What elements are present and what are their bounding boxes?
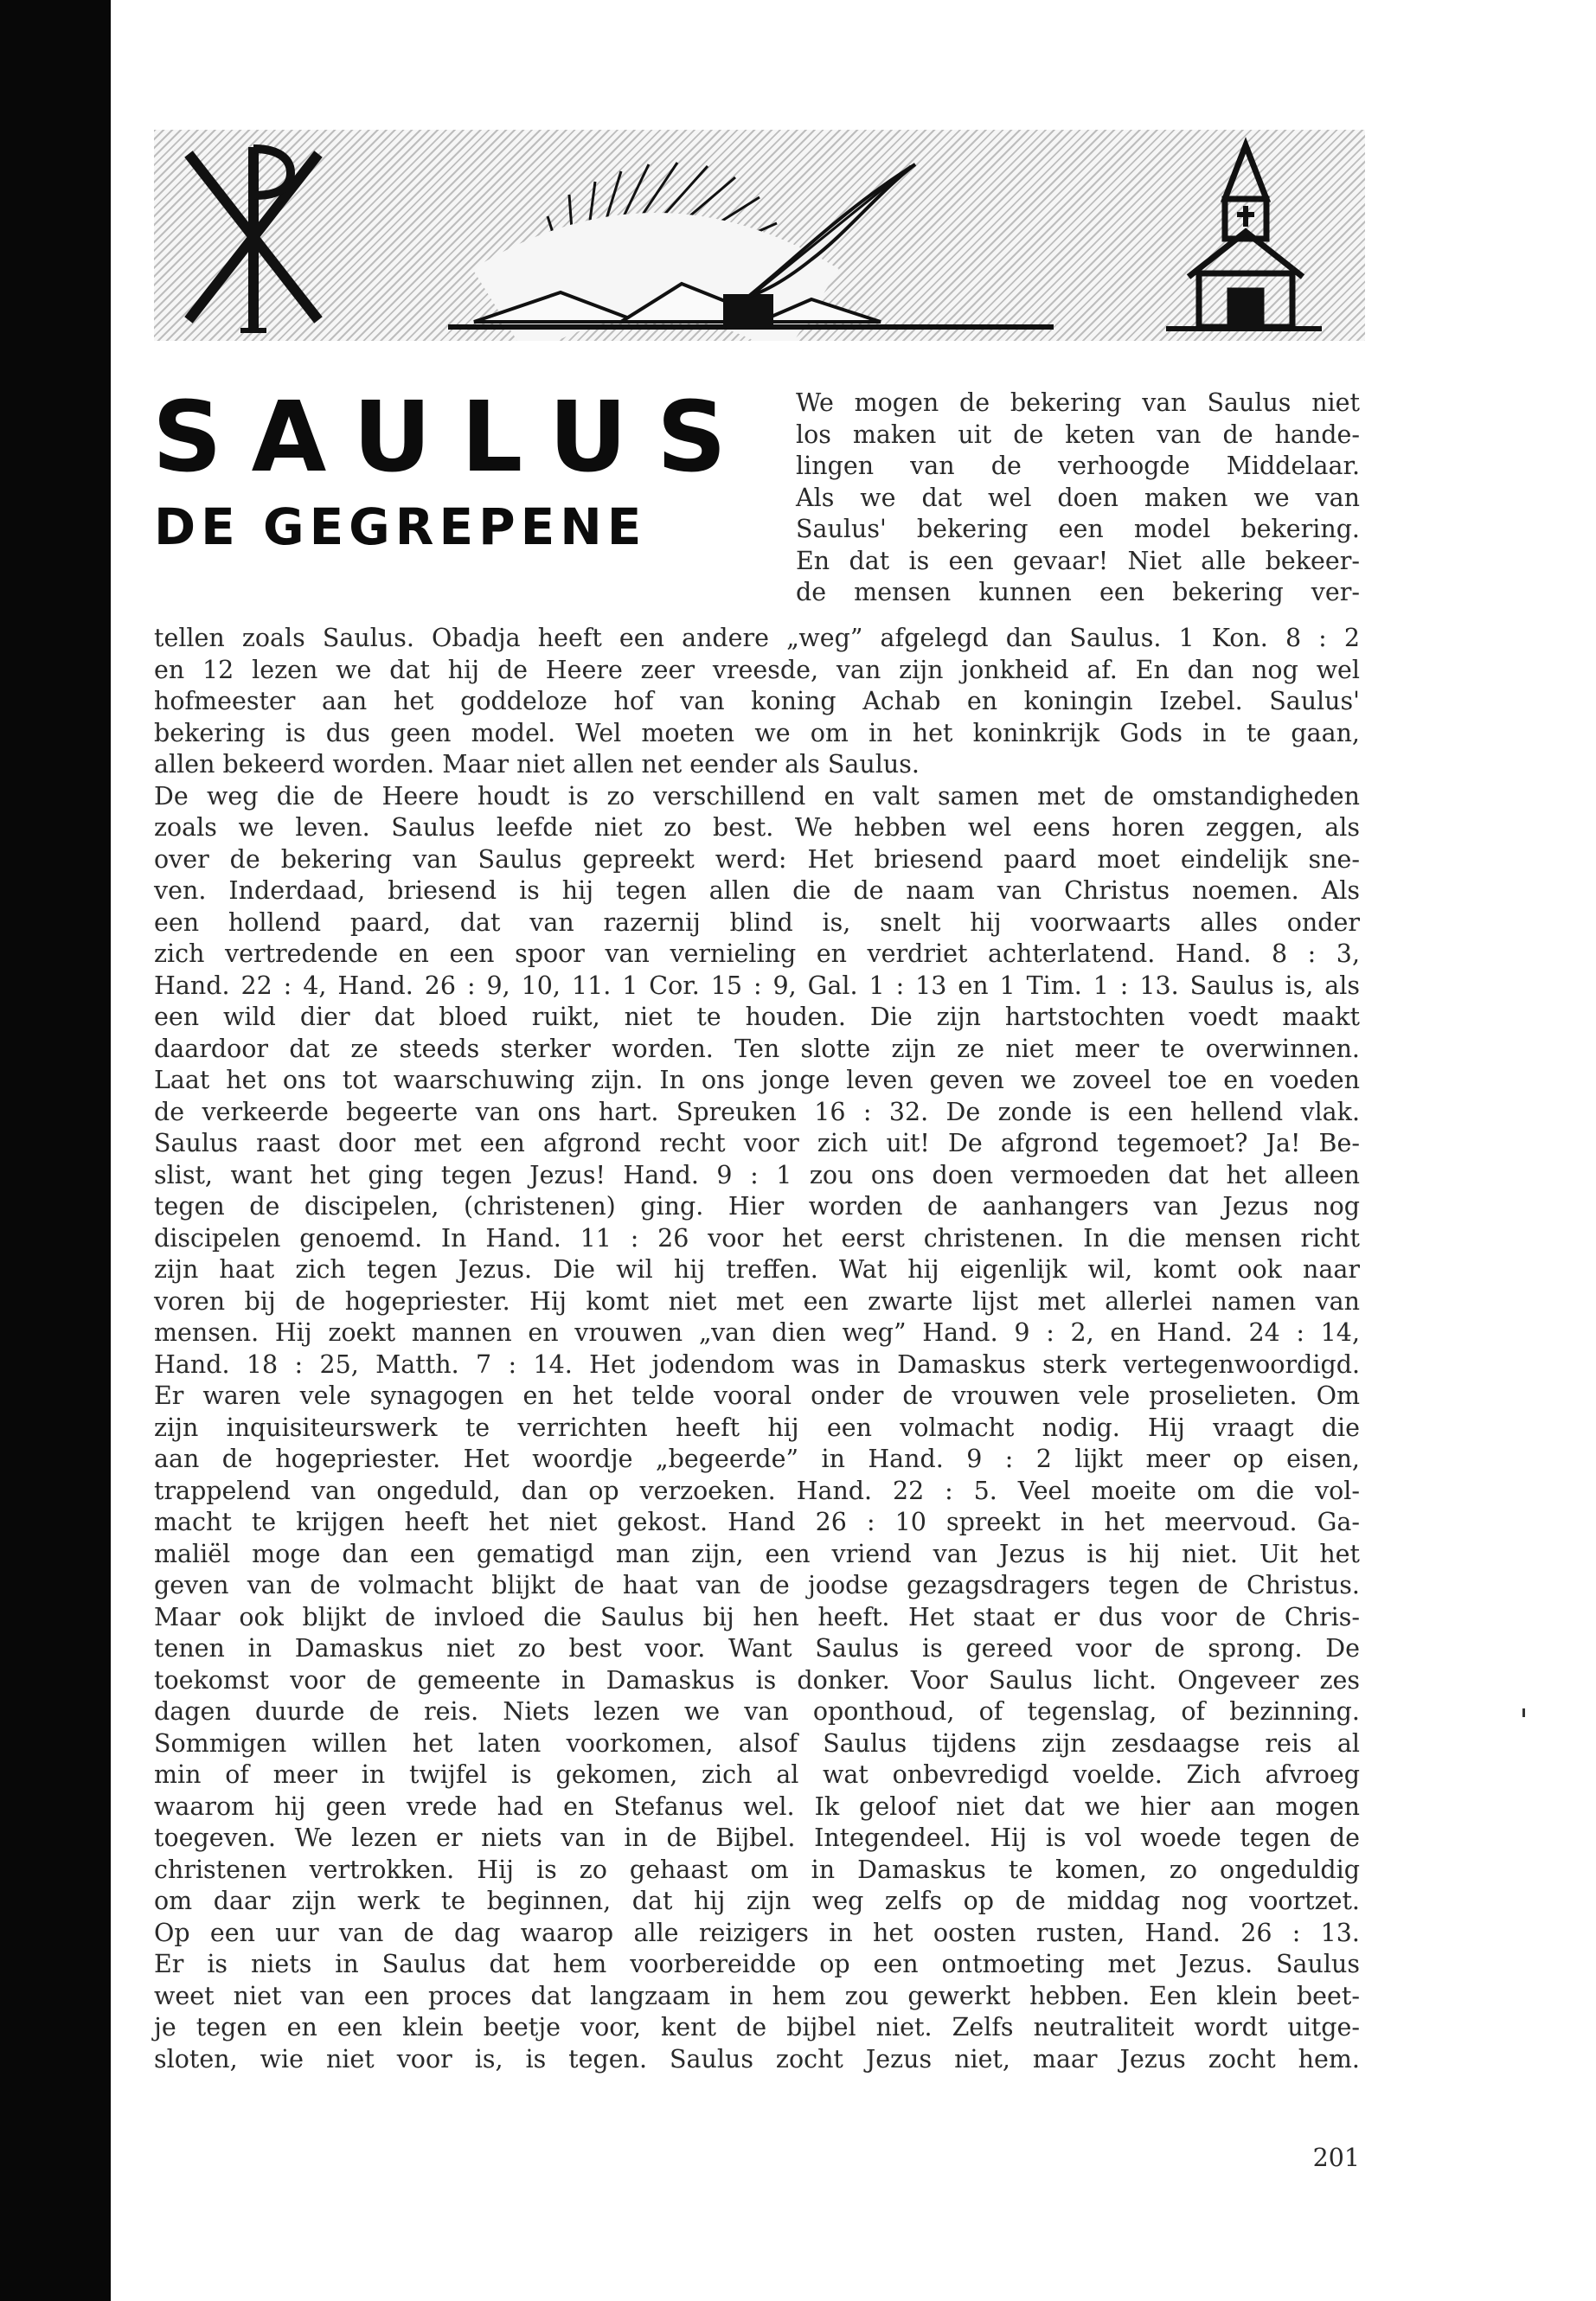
- article-subtitle: DE GEGREPENE: [154, 497, 647, 556]
- body-line: over de bekering van Saulus gepreekt werd: Het briesend paard moet eindelijk sne-: [154, 844, 1360, 874]
- header-illustration: [154, 130, 1365, 341]
- body-line: trappelend van ongeduld, dan op verzoeken. Hand. 22 : 5. Veel moeite om die vol-: [154, 1476, 1360, 1505]
- body-line: dagen duurde de reis. Niets lezen we van oponthoud, of tegenslag, of bezinning.: [154, 1697, 1360, 1726]
- body-line: een wild dier dat bloed ruikt, niet te houden. Die zijn hartstochten voedt maakt: [154, 1003, 1360, 1031]
- body-line: een hollend paard, dat van razernij blind is, snelt hij voorwaarts alles onder: [154, 907, 1360, 937]
- body-line: Maar ook blijkt de invloed die Saulus bij hen heeft. Het staat er dus voor de Chris-: [154, 1602, 1360, 1631]
- body-line: aan de hogepriester. Het woordje „begeerde” in Hand. 9 : 2 lijkt meer op eisen,: [154, 1445, 1360, 1473]
- body-line: om daar zijn werk te beginnen, dat hij zijn weg zelfs op de middag nog voortzet.: [154, 1887, 1360, 1915]
- body-line: Op een uur van de dag waarop alle reizigers in het oosten rusten, Hand. 26 : 13.: [154, 1918, 1360, 1947]
- body-line: mensen. Hij zoekt mannen en vrouwen „van dien weg” Hand. 9 : 2, en Hand. 24 : 14,: [154, 1318, 1360, 1347]
- church-icon: [1166, 145, 1322, 329]
- binding-edge: [0, 0, 111, 2301]
- intro-paragraph: [796, 388, 1360, 609]
- body-line: tenen in Damaskus niet zo best voor. Want Saulus is gereed voor de sprong. De: [154, 1634, 1360, 1663]
- body-line: waarom hij geen vrede had en Stefanus wel. Ik geloof niet dat we hier aan mogen: [154, 1791, 1360, 1821]
- body-line: tellen zoals Saulus. Obadja heeft een andere „weg” afgelegd dan Saulus. 1 Kon. 8 : 2: [154, 624, 1360, 652]
- body-line: Hand. 18 : 25, Matth. 7 : 14. Het jodendom was in Damaskus sterk vertegenwoordigd.: [154, 1349, 1360, 1379]
- body-line: Laat het ons tot waarschuwing zijn. In ons jonge leven geven we zoveel toe en voeden: [154, 1066, 1360, 1094]
- intro-line: En dat is een gevaar! Niet alle bekeer-: [796, 546, 1360, 575]
- intro-line: los maken uit de keten van de hande-: [796, 420, 1360, 449]
- body-line: slist, want het ging tegen Jezus! Hand. 9 : 1 zou ons doen vermoeden dat het alleen: [154, 1160, 1360, 1189]
- body-line: Saulus raast door met een afgrond recht voor zich uit! De afgrond tegemoet? Ja! Be-: [154, 1129, 1360, 1157]
- body-line: maliël moge dan een gematigd man zijn, een vriend van Jezus is hij niet. Uit het: [154, 1539, 1360, 1568]
- body-line: De weg die de Heere houdt is zo verschillend en valt samen met de omstandigheden: [154, 781, 1360, 811]
- intro-line: lingen van de verhoogde Middelaar.: [796, 452, 1360, 480]
- body-line: min of meer in twijfel is gekomen, zich al wat onbevredigd voelde. Zich afvroeg: [154, 1760, 1360, 1789]
- intro-line: Saulus' bekering een model bekering.: [796, 515, 1360, 543]
- body-line: toegeven. We lezen er niets van in de Bijbel. Integendeel. Hij is vol woede tegen de: [154, 1823, 1360, 1852]
- body-line: weet niet van een proces dat langzaam in hem zou gewerkt hebben. Een klein beet-: [154, 1981, 1360, 2010]
- body-line: zoals we leven. Saulus leefde niet zo best. We hebben wel eens horen zeggen, als: [154, 813, 1360, 842]
- intro-line: We mogen de bekering van Saulus niet: [796, 388, 1360, 417]
- body-line: Er is niets in Saulus dat hem voorbereidde op een ontmoeting met Jezus. Saulus: [154, 1950, 1360, 1978]
- article-body: [154, 623, 1360, 2075]
- margin-mark: [1522, 1708, 1525, 1717]
- body-line: sloten, wie niet voor is, is tegen. Saulus zocht Jezus niet, maar Jezus zocht hem.: [154, 2044, 1360, 2073]
- body-line: geven van de volmacht blijkt de haat van de joodse gezagsdragers tegen de Christus.: [154, 1571, 1360, 1599]
- body-line: bekering is dus geen model. Wel moeten we om in het koninkrijk Gods in te gaan,: [154, 718, 1360, 747]
- body-line: zich vertredende en een spoor van vernieling en verdriet achterlatend. Hand. 8 : 3,: [154, 939, 1360, 968]
- article-title: SAULUS: [152, 381, 756, 494]
- intro-line: Als we dat wel doen maken we van: [796, 483, 1360, 512]
- body-line: de verkeerde begeerte van ons hart. Spreuken 16 : 32. De zonde is een hellend vlak.: [154, 1097, 1360, 1126]
- page-number: 201: [1312, 2144, 1360, 2172]
- body-line: je tegen en een klein beetje voor, kent de bijbel niet. Zelfs neutraliteit wordt uitge-: [154, 2013, 1360, 2041]
- body-line: macht te krijgen heeft het niet gekost. Hand 26 : 10 spreekt in het meervoud. Ga-: [154, 1508, 1360, 1536]
- header-illustration-art: [154, 130, 1365, 341]
- intro-line: de mensen kunnen een bekering ver-: [796, 578, 1360, 606]
- body-line: ven. Inderdaad, briesend is hij tegen allen die de naam van Christus noemen. Als: [154, 876, 1360, 905]
- body-line: voren bij de hogepriester. Hij komt niet met een zwarte lijst met allerlei namen van: [154, 1286, 1360, 1316]
- body-line: allen bekeerd worden. Maar niet allen net eender als Saulus.: [154, 750, 920, 779]
- body-line: en 12 lezen we dat hij de Heere zeer vreesde, van zijn jonkheid af. En dan nog wel: [154, 655, 1360, 684]
- body-line: toekomst voor de gemeente in Damaskus is donker. Voor Saulus licht. Ongeveer zes: [154, 1665, 1360, 1695]
- body-line: Hand. 22 : 4, Hand. 26 : 9, 10, 11. 1 Cor. 15 : 9, Gal. 1 : 13 en 1 Tim. 1 : 13. Saulus is, als: [154, 971, 1360, 1000]
- body-line: daardoor dat ze steeds sterker worden. Ten slotte zijn ze niet meer te overwinnen.: [154, 1034, 1360, 1063]
- body-line: christenen vertrokken. Hij is zo gehaast om in Damaskus te komen, zo ongeduldig: [154, 1855, 1360, 1884]
- body-line: Er waren vele synagogen en het telde vooral onder de vrouwen vele proselieten. Om: [154, 1381, 1360, 1410]
- body-line: Sommigen willen het laten voorkomen, alsof Saulus tijdens zijn zesdaagse reis al: [154, 1728, 1360, 1758]
- body-line: zijn haat zich tegen Jezus. Die wil hij treffen. Wat hij eigenlijk wil, komt ook naar: [154, 1255, 1360, 1284]
- body-line: zijn inquisiteurswerk te verrichten heeft hij een volmacht nodig. Hij vraagt die: [154, 1413, 1360, 1442]
- chi-rho-icon: [189, 147, 318, 330]
- body-line: hofmeester aan het goddeloze hof van koning Achab en koningin Izebel. Saulus': [154, 687, 1360, 715]
- body-line: tegen de discipelen, (christenen) ging. Hier worden de aanhangers van Jezus nog: [154, 1192, 1360, 1221]
- body-line: discipelen genoemd. In Hand. 11 : 26 voor het eerst christenen. In die mensen richt: [154, 1223, 1360, 1253]
